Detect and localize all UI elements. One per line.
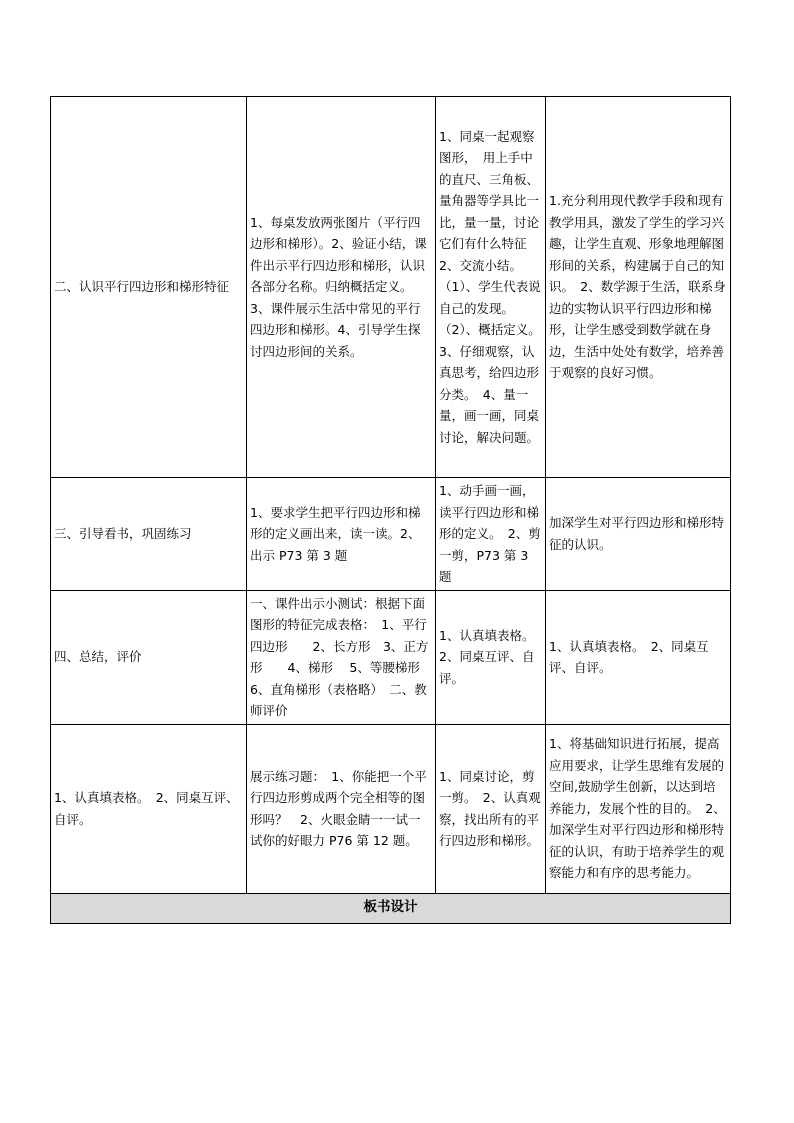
student-activity-cell: 1、动手画一画，读平行四边形和梯形的定义。 2、剪一剪，P73 第 3 题	[436, 478, 546, 591]
teacher-activity-cell: 一、课件出示小测试：根据下面图形的特征完成表格： 1、平行四边形 2、长方形 3、正方形 4、梯形 5、等腰梯形 6、直角梯形（表格略） 二、教师评价	[247, 590, 436, 724]
stage-cell: 二、认识平行四边形和梯形特征	[51, 97, 247, 478]
design-intent-cell: 1、将基础知识进行拓展，提高应用要求，让学生思维有发展的空间,鼓励学生创新，以达到培养能力，发展个性的目的。 2、加深学生对平行四边形和梯形特征的认识，有助于培养学生的观察能力和有序的思考能力。	[546, 724, 731, 893]
table-row	[51, 724, 731, 893]
teacher-activity-cell: 展示练习题： 1、你能把一个平行四边形剪成两个完全相等的图形吗？ 2、火眼金睛一一试一试你的好眼力 P76 第 12 题。	[247, 724, 436, 893]
board-design-heading: 板书设计	[51, 893, 731, 923]
table-row	[51, 590, 731, 724]
stage-cell: 四、总结，评价	[51, 590, 247, 724]
lesson-plan-table	[50, 96, 731, 924]
stage-cell: 三、引导看书，巩固练习	[51, 478, 247, 591]
design-intent-cell: 加深学生对平行四边形和梯形特征的认识。	[546, 478, 731, 591]
student-activity-cell: 1、同桌讨论，剪一剪。 2、认真观察，找出所有的平行四边形和梯形。	[436, 724, 546, 893]
teacher-activity-cell: 1、要求学生把平行四边形和梯形的定义画出来，读一读。2、出示 P73 第 3 题	[247, 478, 436, 591]
teacher-activity-cell: 1、每桌发放两张图片（平行四边形和梯形）。2、验证小结，课件出示平行四边形和梯形，认识各部分名称。归纳概括定义。 3、课件展示生活中常见的平行四边形和梯形。4、引导学生探讨四边形间的关系。	[247, 97, 436, 478]
table-row	[51, 97, 731, 478]
design-intent-cell: 1.充分利用现代教学手段和现有教学用具，激发了学生的学习兴趣，让学生直观、形象地理解图形间的关系，构建属于自己的知识。 2、数学源于生活，联系身边的实物认识平行四边形和梯形，让学生感受到数学就在身边，生活中处处有数学，培养善于观察的良好习惯。	[546, 97, 731, 478]
table-row	[51, 478, 731, 591]
design-intent-cell: 1、认真填表格。 2、同桌互评、自评。	[546, 590, 731, 724]
student-activity-cell: 1、认真填表格。 2、同桌互评、自评。	[436, 590, 546, 724]
board-design-row	[51, 893, 731, 923]
stage-cell: 1、认真填表格。 2、同桌互评、自评。	[51, 724, 247, 893]
student-activity-cell: 1、同桌一起观察图形， 用上手中的直尺、三角板、量角器等学具比一比，量一量，讨论它们有什么特征 2、交流小结。 （1）、学生代表说自己的发现。 （2）、概括定义。 3、仔细观察，认真思考，给四边形分类。 4、量一量，画一画，同桌讨论，解决问题。	[436, 97, 546, 478]
